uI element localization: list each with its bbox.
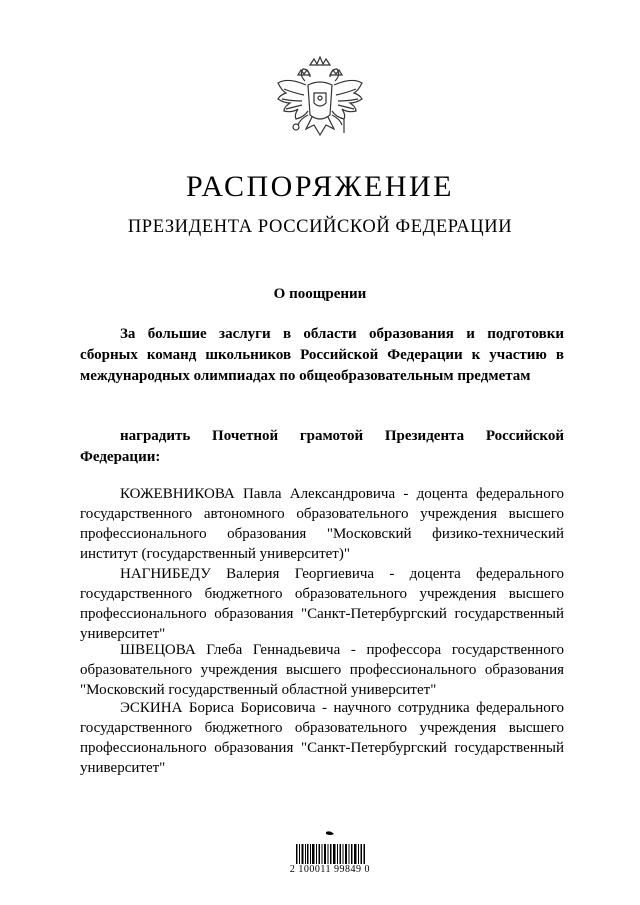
- document-title: РАСПОРЯЖЕНИЕ: [185, 170, 455, 203]
- intro-paragraph: За большие заслуги в области образования и подготовки сборных команд школьников Российской Федерации к участию в международных олимпиадах по общеобразовательным предметам: [80, 326, 564, 384]
- state-emblem-icon: [272, 55, 368, 153]
- document-subtitle: ПРЕЗИДЕНТА РОССИЙСКОЙ ФЕДЕРАЦИИ: [127, 217, 513, 237]
- awardee-item: КОЖЕВНИКОВА Павла Александровича - доцента федерального государственного автономного образовательного учреждения высшего профессионального образования "Московский физико-технический институт (государственный университет)": [80, 486, 564, 562]
- awardee-item: ШВЕЦОВА Глеба Геннадьевича - профессора государственного образовательного учреждения высшего профессионального образования "Московский государственный областной университет": [80, 642, 564, 698]
- awardee-item: ЭСКИНА Бориса Борисовича - научного сотрудника федерального государственного бюджетного образовательного учреждения высшего профессионального образования "Санкт-Петербургский государственный университет": [80, 700, 564, 776]
- document-heading: О поощрении: [273, 286, 367, 302]
- awardee-item: НАГНИБЕДУ Валерия Георгиевича - доцента федерального государственного бюджетного образовательного учреждения высшего профессионального образования "Санкт-Петербургский государственный университет": [80, 566, 564, 642]
- barcode-number: 2 100011 99849 0: [289, 864, 371, 875]
- award-paragraph: наградить Почетной грамотой Президента Российской Федерации:: [80, 428, 564, 465]
